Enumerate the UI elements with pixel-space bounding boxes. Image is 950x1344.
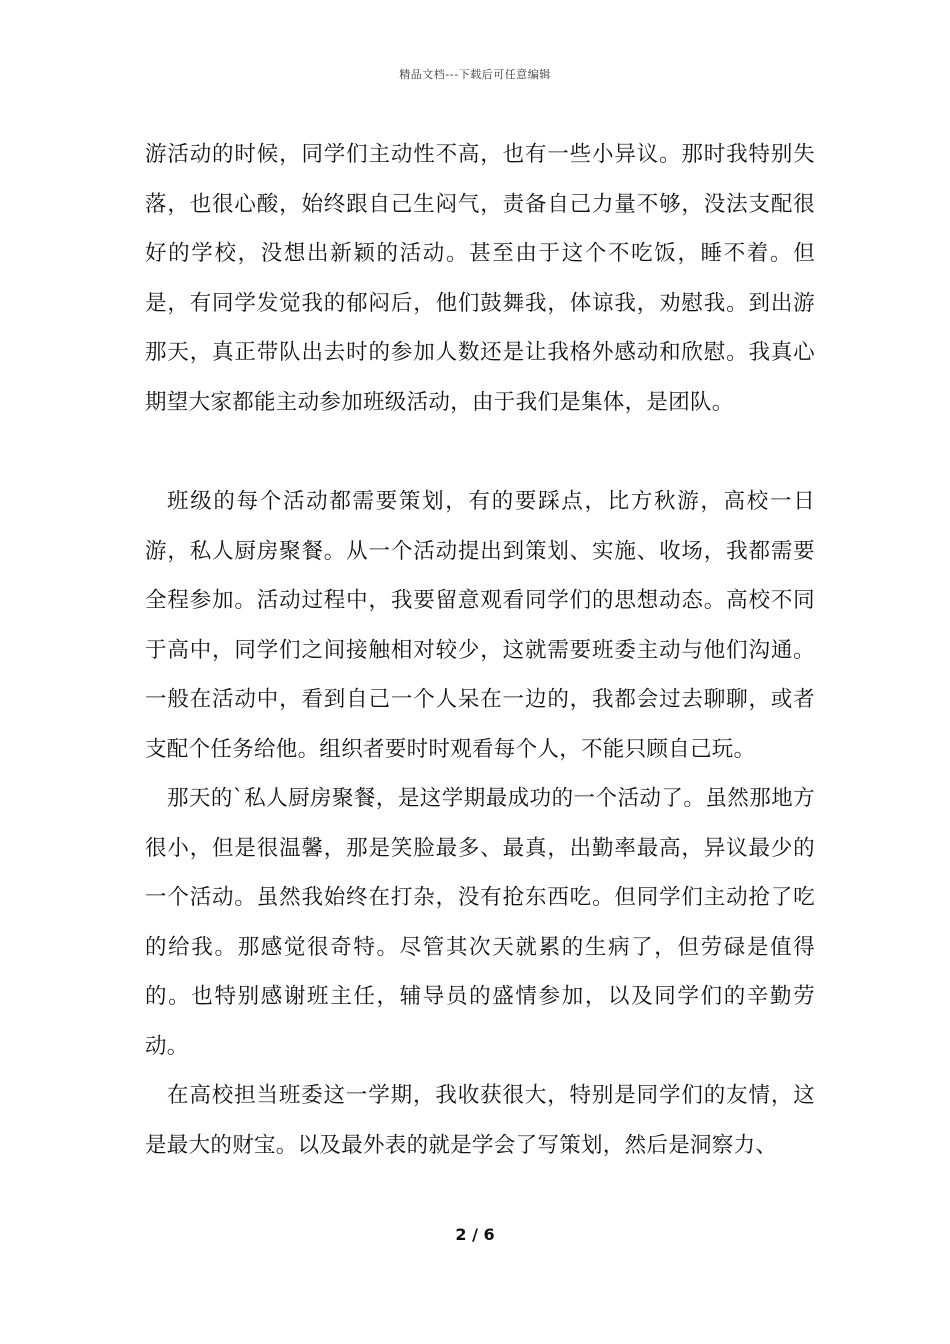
page-header: 精品文档---下载后可任意编辑	[399, 68, 551, 81]
document-body	[145, 130, 815, 1170]
paragraph-kitchen-party: 那天的`私人厨房聚餐，是这学期最成功的一个活动了。虽然那地方很小，但是很温馨，那是笑脸最多、最真，出勤率最高，异议最少的一个活动。虽然我始终在打杂，没有抢东西吃。但同学们主动抢了吃的给我。那感觉很奇特。尽管其次天就累的生病了，但劳碌是值得的。也特别感谢班主任，辅导员的盛情参加，以及同学们的辛勤劳动。	[145, 786, 815, 1059]
page-number: 2 / 6	[455, 1225, 495, 1244]
paragraph-semester-summary: 在高校担当班委这一学期，我收获很大，特别是同学们的友情，这是最大的财宝。以及最外表的就是学会了写策划，然后是洞察力、	[145, 1083, 815, 1158]
paragraph-spacer	[145, 427, 815, 477]
paragraph-continued: 游活动的时候，同学们主动性不高，也有一些小异议。那时我特别失落，也很心酸，始终跟自己生闷气，责备自己力量不够，没法支配很好的学校，没想出新颖的活动。甚至由于这个不吃饭，睡不着。但是，有同学发觉我的郁闷后，他们鼓舞我，体谅我，劝慰我。到出游那天，真正带队出去时的参加人数还是让我格外感动和欣慰。我真心期望大家都能主动参加班级活动，由于我们是集体，是团队。	[145, 142, 815, 415]
paragraph-activity-planning: 班级的每个活动都需要策划，有的要踩点，比方秋游，高校一日游，私人厨房聚餐。从一个活动提出到策划、实施、收场，我都需要全程参加。活动过程中，我要留意观看同学们的思想动态。高校不同于高中，同学们之间接触相对较少，这就需要班委主动与他们沟通。一般在活动中，看到自己一个人呆在一边的，我都会过去聊聊，或者支配个任务给他。组织者要时时观看每个人，不能只顾自己玩。	[145, 489, 815, 762]
